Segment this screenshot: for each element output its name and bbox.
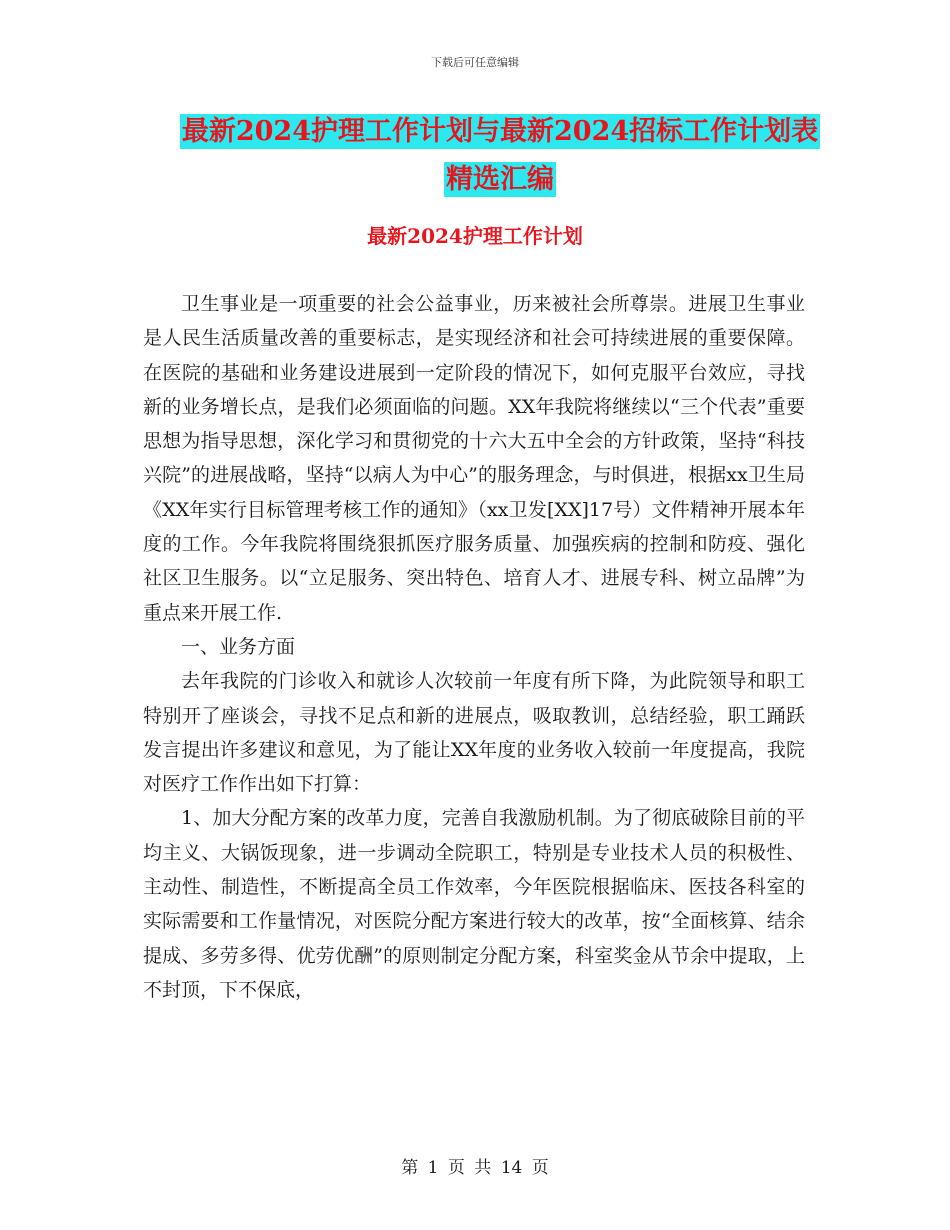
section-title: 最新2024护理工作计划 (367, 224, 583, 248)
body-text (143, 287, 805, 1007)
document-title-line-2: 精选汇编 (446, 164, 554, 195)
page-footer: 第 1 页 共 14 页 (401, 1158, 549, 1178)
paragraph: 卫生事业是一项重要的社会公益事业，历来被社会所尊崇。进展卫生事业是人民生活质量改善的重要标志，是实现经济和社会可持续进展的重要保障。在医院的基础和业务建设进展到一定阶段的情况下，如何克服平台效应，寻找新的业务增长点，是我们必须面临的问题。XX年我院将继续以“三个代表”重要思想为指导思想，深化学习和贯彻党的十六大五中全会的方针政策，坚持“科技兴院”的进展战略，坚持“以病人为中心”的服务理念，与时俱进，根据xx卫生局《XX年实行目标管理考核工作的通知》（xx卫发[XX]17号）文件精神开展本年度的工作。今年我院将围绕狠抓医疗服务质量、加强疾病的控制和防疫、强化社区卫生服务。以“立足服务、突出特色、培育人才、进展专科、树立品牌”为重点来开展工作. (143, 293, 805, 624)
paragraph: 一、业务方面 (181, 635, 296, 658)
paragraph: 1、加大分配方案的改革力度，完善自我激励机制。为了彻底破除目前的平均主义、大锅饭现象，进一步调动全院职工，特别是专业技术人员的积极性、主动性、制造性，不断提高全员工作效率，今年医院根据临床、医技各科室的实际需要和工作量情况，对医院分配方案进行较大的改革，按“全面核算、结余提成、多劳多得、优劳优酬”的原则制定分配方案，科室奖金从节余中提取，上不封顶，下不保底， (143, 807, 805, 1001)
paragraph: 去年我院的门诊收入和就诊人次较前一年度有所下降，为此院领导和职工特别开了座谈会，寻找不足点和新的进展点，吸取教训，总结经验，职工踊跃发言提出许多建议和意见，为了能让XX年度的业务收入较前一年度提高，我院对医疗工作作出如下打算： (143, 670, 805, 796)
header-note: 下载后可任意编辑 (431, 56, 519, 69)
document-title-line-1: 最新2024护理工作计划与最新2024招标工作计划表 (181, 116, 819, 147)
document-title (150, 108, 850, 204)
